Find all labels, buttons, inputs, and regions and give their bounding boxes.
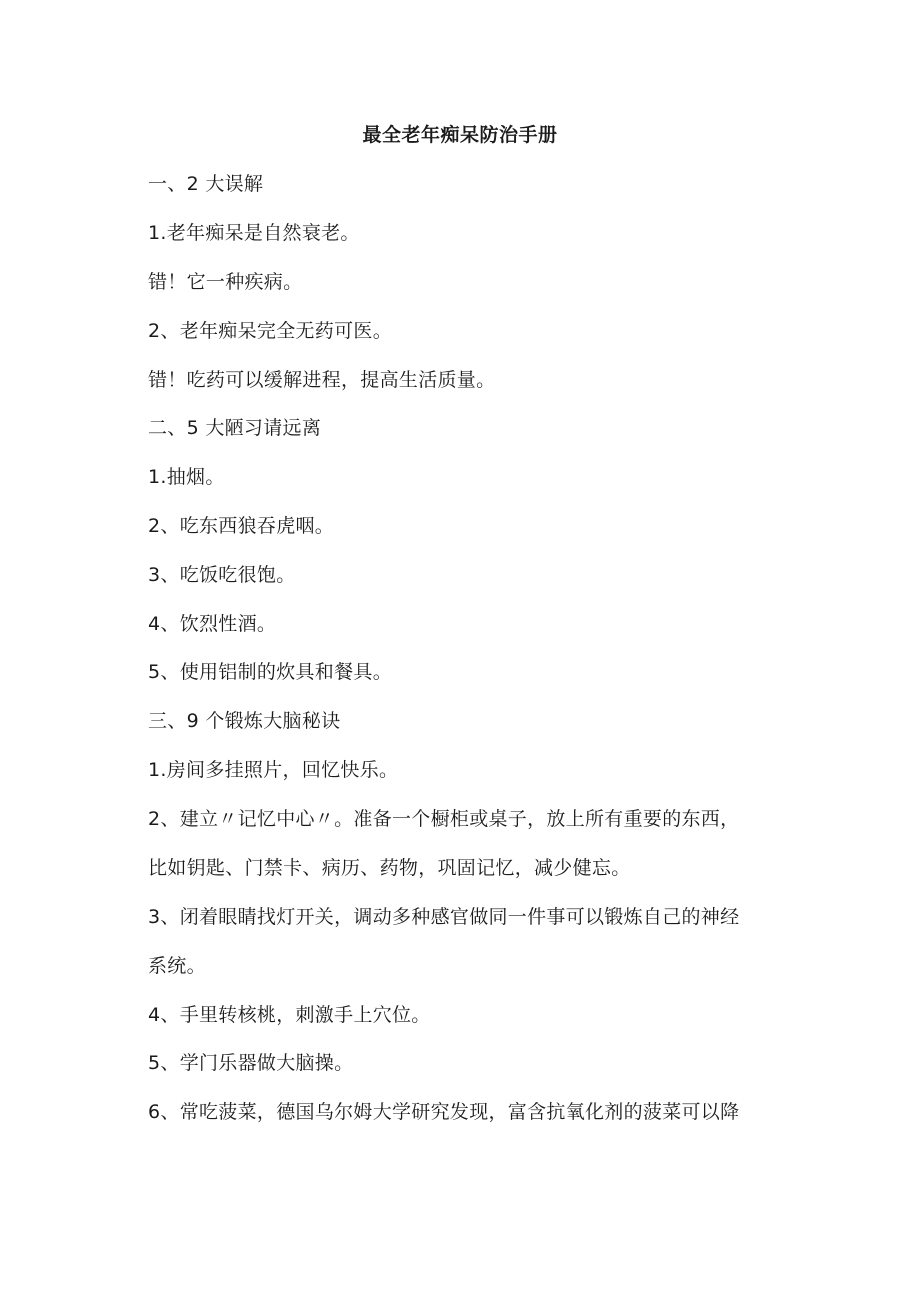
section-heading-bad-habits: 二、5 大陋习请远离 bbox=[148, 417, 322, 439]
paragraph-line: 2、吃东西狼吞虎咽。 bbox=[148, 515, 335, 537]
paragraph-line: 3、吃饭吃很饱。 bbox=[148, 564, 296, 586]
paragraph-line: 6、常吃菠菜，德国乌尔姆大学研究发现，富含抗氧化剂的菠菜可以降 bbox=[148, 1101, 740, 1123]
paragraph-line: 4、手里转核桃，刺激手上穴位。 bbox=[148, 1004, 431, 1026]
paragraph-line: 1.老年痴呆是自然衰老。 bbox=[148, 222, 360, 244]
section-heading-brain-training: 三、9 个锻炼大脑秘诀 bbox=[148, 710, 341, 732]
paragraph-line: 错！它一种疾病。 bbox=[148, 271, 303, 293]
paragraph-line: 错！吃药可以缓解进程，提高生活质量。 bbox=[148, 369, 496, 391]
paragraph-line: 2、老年痴呆完全无药可医。 bbox=[148, 320, 392, 342]
paragraph-line: 5、学门乐器做大脑操。 bbox=[148, 1052, 354, 1074]
paragraph-line: 3、闭着眼睛找灯开关，调动多种感官做同一件事可以锻炼自己的神经 bbox=[148, 906, 740, 928]
paragraph-line: 2、建立〃记忆中心〃。准备一个橱柜或桌子，放上所有重要的东西， bbox=[148, 808, 740, 830]
paragraph-line: 系统。 bbox=[148, 955, 206, 977]
paragraph-line: 比如钥匙、门禁卡、病历、药物，巩固记忆，减少健忘。 bbox=[148, 857, 631, 879]
document-title: 最全老年痴呆防治手册 bbox=[362, 124, 558, 146]
paragraph-line: 5、使用铝制的炊具和餐具。 bbox=[148, 661, 392, 683]
paragraph-line: 4、饮烈性酒。 bbox=[148, 613, 277, 635]
section-heading-misconceptions: 一、2 大误解 bbox=[148, 173, 264, 195]
paragraph-line: 1.房间多挂照片，回忆快乐。 bbox=[148, 759, 399, 781]
paragraph-line: 1.抽烟。 bbox=[148, 466, 225, 488]
